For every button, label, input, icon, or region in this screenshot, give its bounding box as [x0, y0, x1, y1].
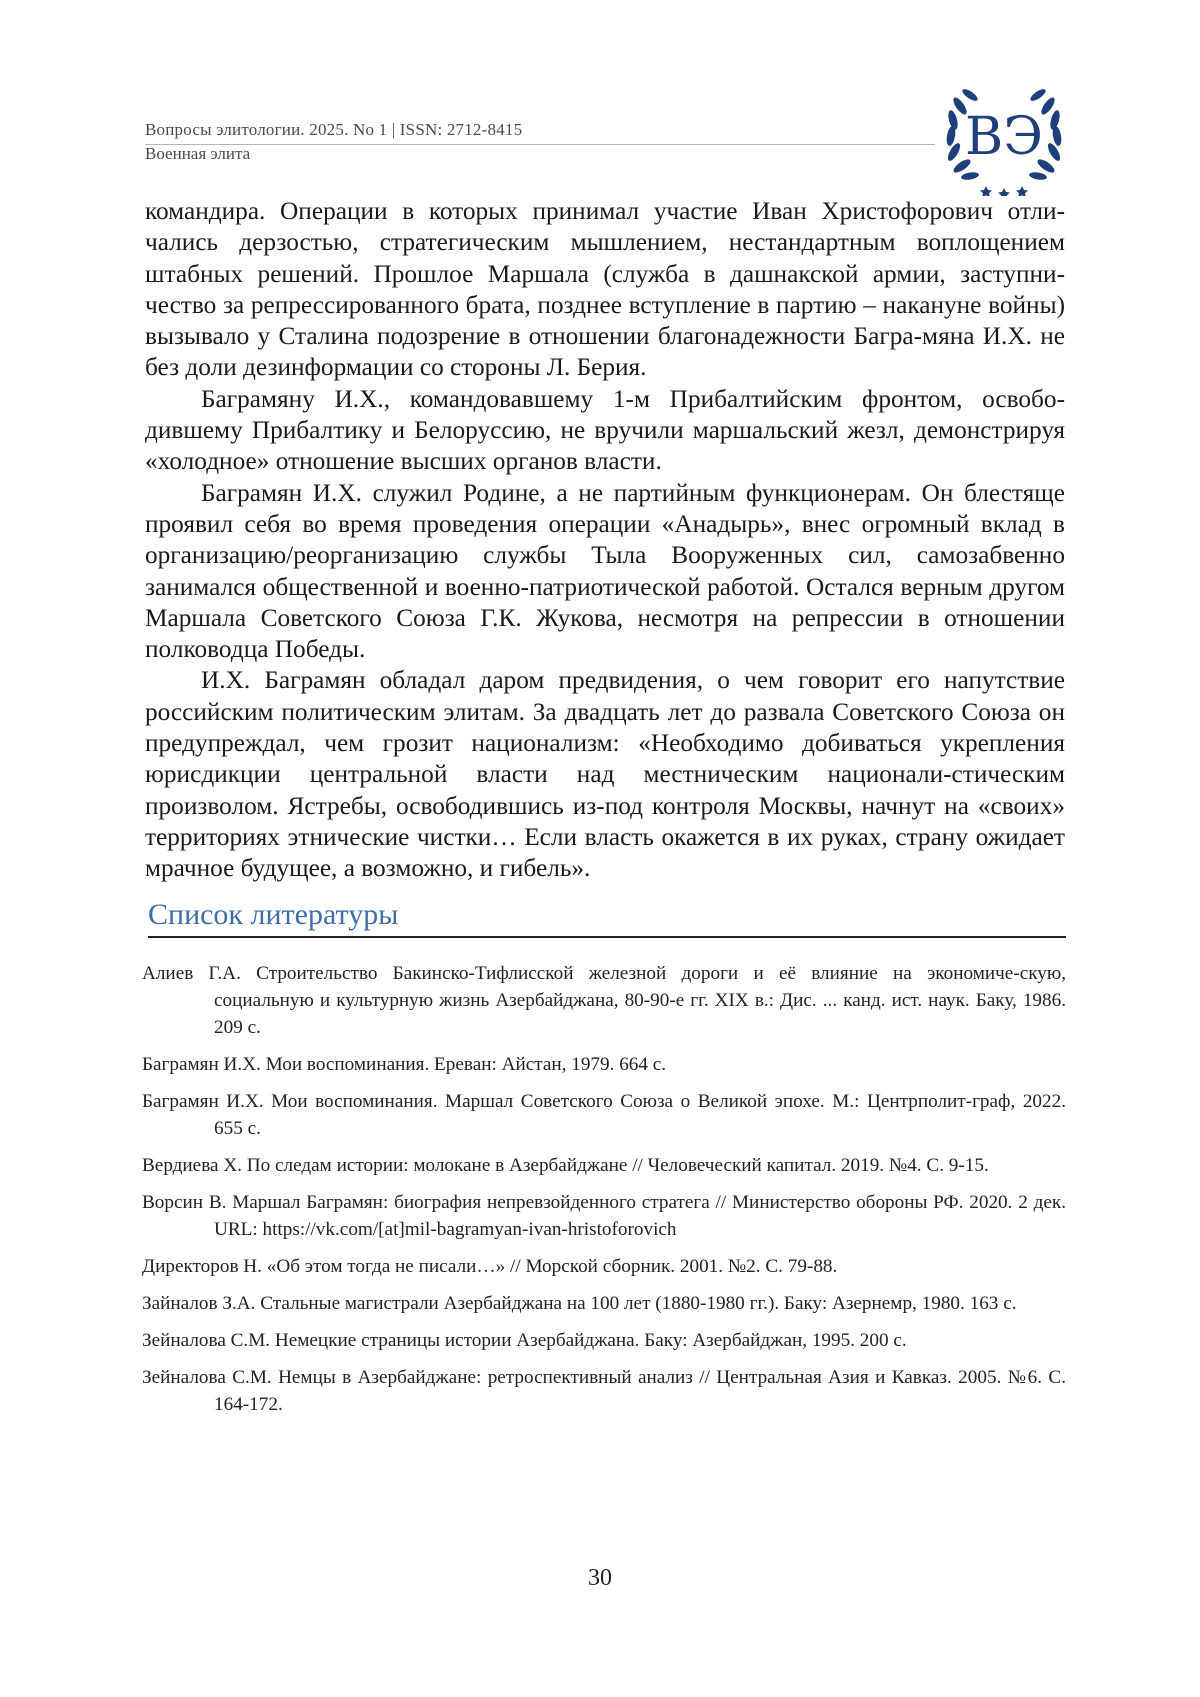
paragraph: командира. Операции в которых принимал участие Иван Христофорович отли-чались дерзостью, стратегическим мышлением, нестандартным воплощением штабных решений. Прошлое Маршала (служба в дашнакской армии, заступни-чество за репрессированного брата, позднее вступление в партию – накануне войны) вызывало у Сталина подозрение в отношении благонадежности Багра-мяна И.Х. не без доли дезинформации со стороны Л. Берия. [145, 197, 1065, 382]
paragraph: Баграмян И.Х. служил Родине, а не партийным функционерам. Он блестяще проявил себя во время проведения операции «Анадырь», внес огромный вклад в организацию/реорганизацию службы Тыла Вооруженных сил, самозабвенно занимался общественной и военно-патриотической работой. Остался верным другом Маршала Советского Союза Г.К. Жукова, несмотря на репрессии в отношении полководца Победы. [145, 478, 1065, 664]
paragraph: Баграмяну И.Х., командовавшему 1-м Прибалтийским фронтом, освобо-дившему Прибалтику и Белоруссию, не вручили маршальский жезл, демонстрируя «холодное» отношение высших органов власти. [145, 384, 1065, 476]
journal-logo-icon [940, 78, 1068, 196]
reference-item: Алиев Г.А. Строительство Бакинско-Тифлисской железной дороги и её влияние на экономиче-скую, социальную и культурную жизнь Азербайджана, 80-90-е гг. XIX в.: Дис. ... канд. ист. наук. Баку, 1986. 209 с. [142, 963, 1066, 1038]
svg-text:ВЭ: ВЭ [965, 107, 1043, 167]
references-list [142, 960, 1066, 1428]
running-header [145, 120, 945, 164]
section-line: Военная элита [145, 144, 251, 163]
reference-item: Зейналова С.М. Немцы в Азербайджане: ретроспективный анализ // Центральная Азия и Кавказ. 2005. №6. С. 164-172. [142, 1367, 1066, 1415]
reference-item: Баграмян И.Х. Мои воспоминания. Ереван: Айстан, 1979. 664 с. [142, 1054, 667, 1075]
body-text [145, 196, 1065, 885]
reference-item: Директоров Н. «Об этом тогда не писали…» // Морской сборник. 2001. №2. С. 79-88. [142, 1256, 838, 1277]
references-heading: Список литературы [148, 898, 1066, 938]
reference-item: Вердиева Х. По следам истории: молокане в Азербайджане // Человеческий капитал. 2019. №4. С. 9-15. [142, 1155, 989, 1176]
reference-item: Зейналова С.М. Немецкие страницы истории Азербайджана. Баку: Азербайджан, 1995. 200 с. [142, 1330, 907, 1351]
paragraph: И.Х. Баграмян обладал даром предвидения, о чем говорит его напутствие российским политическим элитам. За двадцать лет до развала Советского Союза он предупреждал, чем грозит национализм: «Необходимо добиваться укрепления юрисдикции центральной власти над местническим национали-стическим произволом. Ястребы, освободившись из-под контроля Москвы, начнут на «своих» территориях этнические чистки… Если власть окажется в их руках, страну ожидает мрачное будущее, а возможно, и гибель». [145, 666, 1065, 883]
page-number: 30 [588, 1565, 612, 1591]
reference-item: Зайналов З.А. Стальные магистрали Азербайджана на 100 лет (1880-1980 гг.). Баку: Азернемр, 1980. 163 с. [142, 1293, 1017, 1314]
journal-line: Вопросы элитологии. 2025. No 1 | ISSN: 2712-8415 [145, 120, 523, 139]
reference-item: Ворсин В. Маршал Баграмян: биография непревзойденного стратега // Министерство обороны РФ. 2020. 2 дек. URL: https://vk.com/[at]mil-bagramyan-ivan-hristoforovich [142, 1192, 1066, 1240]
reference-item: Баграмян И.Х. Мои воспоминания. Маршал Советского Союза о Великой эпохе. М.: Центрполит-граф, 2022. 655 с. [142, 1091, 1066, 1139]
header-rule [145, 144, 935, 145]
